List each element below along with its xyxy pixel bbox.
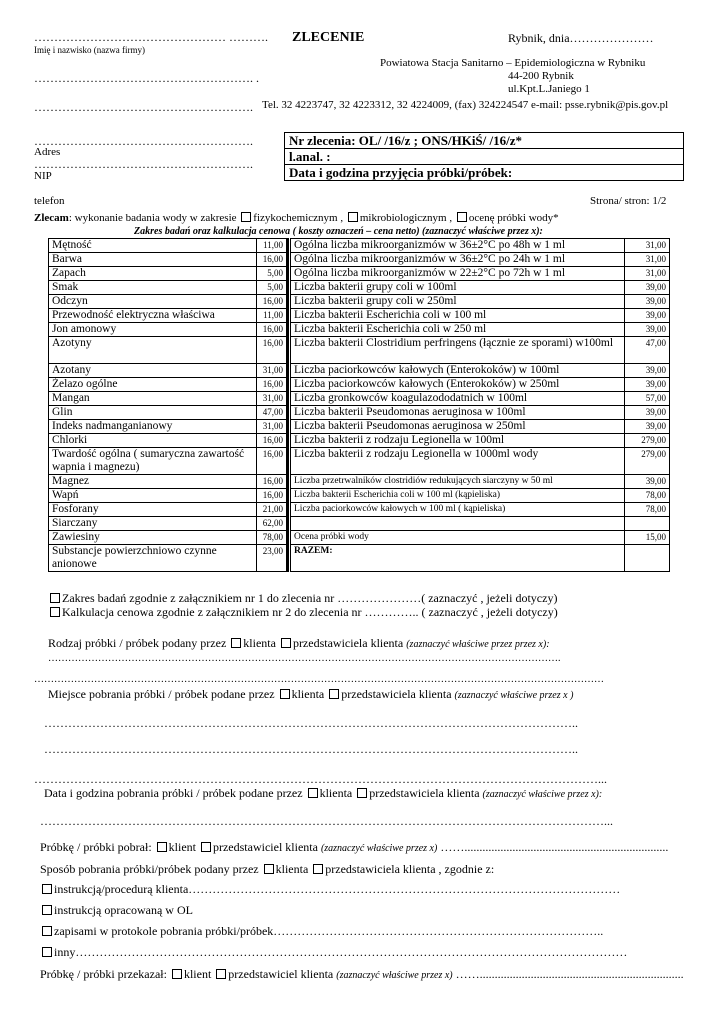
opt-protocol: zapisami w protokole pobrania próbki/próbek……………………………………………………………………….. <box>54 924 604 938</box>
test-name-micro[interactable]: Ocena próbki wody <box>291 531 625 545</box>
table-row <box>49 406 670 420</box>
test-name-micro[interactable]: Liczba paciorkowców kałowych w 100 ml ( kąpieliska) <box>291 503 625 517</box>
table-row <box>49 531 670 545</box>
checkbox-taken-client[interactable] <box>157 842 167 852</box>
page-info: Strona/ stron: 1/2 <box>590 195 667 207</box>
checkbox-micro[interactable] <box>348 212 358 222</box>
request-line <box>34 212 559 224</box>
test-name-physchem[interactable]: Twardość ogólna ( sumaryczna zawartość wapnia i magnezu) <box>49 448 257 475</box>
test-name-micro[interactable]: Liczba gronkowców koagulazododatnich w 100ml <box>291 392 625 406</box>
opt-other-line <box>40 945 627 960</box>
table-row <box>49 517 670 531</box>
order-received[interactable]: Data i godzina przyjęcia próbki/próbek: <box>285 164 683 180</box>
test-name-micro[interactable]: Liczba bakterii Pseudomonas aeruginosa w 100ml <box>291 406 625 420</box>
test-name-micro[interactable]: Liczba bakterii Clostridium perfringens (łącznie ze sporami) w100ml <box>291 337 625 364</box>
test-name-micro[interactable]: Liczba bakterii z rodzaju Legionella w 100ml <box>291 434 625 448</box>
checkbox-price-attachment[interactable] <box>50 607 60 617</box>
adres-label: Adres <box>34 146 61 158</box>
test-name-physchem[interactable]: Magnez <box>49 475 257 489</box>
sample-type-line <box>48 636 550 651</box>
test-name-physchem[interactable]: Chlorki <box>49 434 257 448</box>
test-price-micro: 39,00 <box>625 295 670 309</box>
handed-label: Próbkę / próbki przekazał: <box>40 967 167 981</box>
test-price-physchem: 16,00 <box>257 434 288 448</box>
table-row <box>49 378 670 392</box>
table-row <box>49 295 670 309</box>
station-name: Powiatowa Stacja Sanitarno – Epidemiologiczna w Rybniku <box>380 57 646 69</box>
name-label: Imię i nazwisko (nazwa firmy) <box>34 45 145 55</box>
taken-dots[interactable]: …….................................................................... <box>440 840 669 854</box>
checkbox-opt-protocol[interactable] <box>42 926 52 936</box>
place-client: klienta <box>291 687 325 701</box>
test-price-micro: 39,00 <box>625 281 670 295</box>
checkbox-opt-procedure[interactable] <box>42 884 52 894</box>
test-price-micro: 39,00 <box>625 406 670 420</box>
table-row <box>49 392 670 406</box>
table-row <box>49 420 670 434</box>
test-name-micro[interactable]: Liczba bakterii grupy coli w 250ml <box>291 295 625 309</box>
place-dots-1[interactable]: …………………………………………………………………………………………………………………….. <box>44 716 578 730</box>
table-row <box>49 337 670 364</box>
test-name-physchem[interactable]: Zawiesiny <box>49 531 257 545</box>
test-price-micro: 39,00 <box>625 364 670 378</box>
place-dots-2[interactable]: …………………………………………………………………………………………………………………….. <box>44 742 578 756</box>
sample-type-rep: przedstawiciela klienta <box>292 636 404 650</box>
test-price-physchem: 31,00 <box>257 364 288 378</box>
order-lanal[interactable]: l.anal. : <box>285 148 683 164</box>
test-name-micro[interactable]: Ogólna liczba mikroorganizmów w 36±2°C po 48h w 1 ml <box>291 239 625 253</box>
test-name-physchem[interactable]: Azotany <box>49 364 257 378</box>
test-name-micro[interactable] <box>291 517 625 531</box>
taken-rep: przedstawiciel klienta <box>212 840 318 854</box>
opt-procedure-line <box>40 882 620 897</box>
checkbox-date-client[interactable] <box>308 788 318 798</box>
handed-dots[interactable]: …….................................................................... <box>455 967 684 981</box>
test-name-physchem[interactable]: Smak <box>49 281 257 295</box>
test-name-physchem[interactable]: Mangan <box>49 392 257 406</box>
test-price-physchem: 16,00 <box>257 337 288 364</box>
taken-client: klient <box>168 840 196 854</box>
test-name-physchem[interactable]: Wapń <box>49 489 257 503</box>
test-name-physchem[interactable]: Żelazo ogólne <box>49 378 257 392</box>
test-name-physchem[interactable]: Mętność <box>49 239 257 253</box>
opt-assessment: ocenę próbki wody* <box>468 212 559 224</box>
place-date: Rybnik, dnia………………… <box>508 31 654 45</box>
table-row <box>49 545 670 572</box>
checkbox-opt-other[interactable] <box>42 947 52 957</box>
station-street: ul.Kpt.L.Janiego 1 <box>508 83 590 95</box>
test-price-physchem: 5,00 <box>257 267 288 281</box>
test-name-physchem[interactable]: Zapach <box>49 267 257 281</box>
place-line <box>48 687 573 702</box>
date-label: Data i godzina pobrania próbki / próbek podane przez <box>44 786 303 800</box>
date-hint: (zaznaczyć właściwe przez x): <box>482 789 603 800</box>
taken-label: Próbkę / próbki pobrał: <box>40 840 152 854</box>
test-name-physchem[interactable]: Jon amonowy <box>49 323 257 337</box>
opt-micro: mikrobiologicznym , <box>359 212 453 224</box>
name-dots[interactable]: ………………………………………… ………. <box>34 30 268 44</box>
test-price-physchem: 16,00 <box>257 448 288 475</box>
test-price-micro: 39,00 <box>625 323 670 337</box>
test-price-micro: 39,00 <box>625 475 670 489</box>
test-price-micro: 15,00 <box>625 531 670 545</box>
test-price-micro: 279,00 <box>625 448 670 475</box>
taken-hint: (zaznaczyć właściwe przez x) <box>320 843 438 854</box>
test-price-micro: 279,00 <box>625 434 670 448</box>
opt-ol-line <box>40 903 193 918</box>
checkbox-scope-attachment[interactable] <box>50 593 60 603</box>
test-price-micro <box>625 517 670 531</box>
test-price-micro <box>625 545 670 572</box>
test-name-physchem[interactable]: Glin <box>49 406 257 420</box>
date-dots[interactable]: ……………………………………………………………………………………………………………………………... <box>40 814 613 828</box>
date-client: klienta <box>319 786 353 800</box>
checkbox-method-client[interactable] <box>264 864 274 874</box>
test-price-physchem: 11,00 <box>257 309 288 323</box>
checkbox-date-rep[interactable] <box>357 788 367 798</box>
checkbox-taken-rep[interactable] <box>201 842 211 852</box>
place-hint: (zaznaczyć właściwe przez x ) <box>454 690 574 701</box>
test-name-micro[interactable]: Liczba bakterii Escherichia coli w 100 ml (kąpieliska) <box>291 489 625 503</box>
test-name-micro[interactable]: Liczba paciorkowców kałowych (Enterokoków) w 250ml <box>291 378 625 392</box>
table-row <box>49 323 670 337</box>
checkbox-sample-type-rep[interactable] <box>281 638 291 648</box>
table-row <box>49 281 670 295</box>
table-subtitle: Zakres badań oraz kalkulacja cenowa ( koszty oznaczeń – cena netto) (zaznaczyć właściwe przez x): <box>134 226 543 237</box>
handed-hint: (zaznaczyć właściwe przez x) <box>336 970 453 981</box>
test-price-micro: 31,00 <box>625 267 670 281</box>
test-price-physchem: 47,00 <box>257 406 288 420</box>
test-price-physchem: 78,00 <box>257 531 288 545</box>
table-row <box>49 475 670 489</box>
adres-dots[interactable]: ………………………………………………. <box>34 134 253 148</box>
checkbox-place-rep[interactable] <box>329 689 339 699</box>
checkbox-handed-client[interactable] <box>172 969 182 979</box>
test-name-micro[interactable]: Liczba przetrwalników clostridiów redukujących siarczyny w 50 ml <box>291 475 625 489</box>
test-price-physchem: 16,00 <box>257 475 288 489</box>
opt-protocol-line <box>40 924 603 939</box>
checkbox-opt-ol[interactable] <box>42 905 52 915</box>
test-price-micro: 39,00 <box>625 420 670 434</box>
test-price-physchem: 31,00 <box>257 392 288 406</box>
sample-type-dots-2[interactable]: ……………………………………………………………………………………………………………………………………………………… <box>34 674 604 685</box>
test-name-physchem[interactable]: Siarczany <box>49 517 257 531</box>
test-name-physchem[interactable]: Fosforany <box>49 503 257 517</box>
test-name-micro[interactable]: Ogólna liczba mikroorganizmów w 36±2°C po 24h w 1 ml <box>291 253 625 267</box>
test-name-micro[interactable]: RAZEM: <box>291 545 625 572</box>
test-price-micro: 57,00 <box>625 392 670 406</box>
date-rep: przedstawiciela klienta <box>369 786 480 800</box>
opt-other: inny………………………………………………………………………………………………………………………… <box>54 945 628 959</box>
checkbox-physchem[interactable] <box>241 212 251 222</box>
test-price-physchem: 23,00 <box>257 545 288 572</box>
scope-attachment-text: Zakres badań zgodnie z załącznikiem nr 1 do zlecenia nr …………………( zaznaczyć , jeżeli dotyczy) <box>62 591 558 605</box>
method-client: klienta <box>275 862 309 876</box>
handed-rep: przedstawiciel klienta <box>228 967 334 981</box>
checkbox-place-client[interactable] <box>280 689 290 699</box>
date-line <box>44 786 602 801</box>
opt-physchem: fizykochemicznym , <box>253 212 344 224</box>
taken-line <box>40 840 668 855</box>
test-price-physchem: 16,00 <box>257 295 288 309</box>
test-price-physchem: 31,00 <box>257 420 288 434</box>
handed-line <box>40 967 684 982</box>
table-row <box>49 253 670 267</box>
test-price-micro: 31,00 <box>625 239 670 253</box>
test-name-physchem[interactable]: Substancje powierzchniowo czynne anionowe <box>49 545 257 572</box>
test-price-physchem: 16,00 <box>257 378 288 392</box>
table-row <box>49 239 670 253</box>
handed-client: klient <box>183 967 212 981</box>
table-row <box>49 503 670 517</box>
table-row <box>49 434 670 448</box>
order-number[interactable]: Nr zlecenia: OL/ /16/z ; ONS/HKiŚ/ /16/z* <box>289 133 523 148</box>
test-price-physchem: 62,00 <box>257 517 288 531</box>
test-name-micro[interactable]: Liczba bakterii grupy coli w 100ml <box>291 281 625 295</box>
method-label: Sposób pobrania próbki/próbek podany przez <box>40 862 259 876</box>
price-attachment-line <box>48 605 558 620</box>
order-box <box>284 132 684 181</box>
checkbox-assessment[interactable] <box>457 212 467 222</box>
test-price-physchem: 16,00 <box>257 489 288 503</box>
checkbox-sample-type-client[interactable] <box>231 638 241 648</box>
test-name-micro[interactable]: Liczba bakterii Escherichia coli w 100 ml <box>291 309 625 323</box>
test-price-physchem: 11,00 <box>257 239 288 253</box>
place-label: Miejsce pobrania próbki / próbek podane przez <box>48 687 275 701</box>
phone-label: telefon <box>34 195 65 207</box>
test-name-micro[interactable]: Liczba paciorkowców kałowych (Enterokoków) w 100ml <box>291 364 625 378</box>
opt-ol: instrukcją opracowaną w OL <box>54 903 193 917</box>
table-row <box>49 309 670 323</box>
page-title: ZLECENIE <box>292 30 365 45</box>
tests-table <box>48 238 670 572</box>
test-name-physchem[interactable]: Indeks nadmanganianowy <box>49 420 257 434</box>
price-attachment-text: Kalkulacja cenowa zgodnie z załącznikiem nr 2 do zlecenia nr ………….. ( zaznaczyć , jeżeli dotyczy) <box>62 605 558 619</box>
address-dots-1[interactable]: ………………………………………………. . <box>34 71 259 85</box>
nip-label: NIP <box>34 170 52 182</box>
table-row <box>49 267 670 281</box>
test-name-micro[interactable]: Liczba bakterii Escherichia coli w 250 ml <box>291 323 625 337</box>
checkbox-method-rep[interactable] <box>313 864 323 874</box>
test-name-micro[interactable]: Ogólna liczba mikroorganizmów w 22±2°C po 72h w 1 ml <box>291 267 625 281</box>
test-name-physchem[interactable]: Azotyny <box>49 337 257 364</box>
place-dots-3[interactable]: ……………………………………………………………………………………………………………………………... <box>34 772 607 786</box>
test-price-micro: 39,00 <box>625 378 670 392</box>
sample-type-hint: (zaznaczyć właściwe przez przez x): <box>406 639 550 650</box>
address-dots-2[interactable]: ………………………………………………. <box>34 100 253 114</box>
test-price-physchem: 5,00 <box>257 281 288 295</box>
checkbox-handed-rep[interactable] <box>216 969 226 979</box>
test-price-physchem: 16,00 <box>257 253 288 267</box>
test-price-micro: 31,00 <box>625 253 670 267</box>
method-tail: przedstawiciela klienta , zgodnie z: <box>325 862 495 876</box>
test-price-micro: 78,00 <box>625 503 670 517</box>
test-price-micro: 78,00 <box>625 489 670 503</box>
test-name-physchem[interactable]: Odczyn <box>49 295 257 309</box>
test-price-micro: 47,00 <box>625 337 670 364</box>
table-row <box>49 448 670 475</box>
station-postcode: 44-200 Rybnik <box>508 70 574 82</box>
request-label: Zlecam <box>34 212 69 224</box>
test-price-micro: 39,00 <box>625 309 670 323</box>
sample-type-label: Rodzaj próbki / próbek podany przez <box>48 636 227 650</box>
nip-dots[interactable]: ………………………………………………. <box>34 157 253 171</box>
scope-attachment-line <box>48 591 557 606</box>
table-row <box>49 489 670 503</box>
request-text: : wykonanie badania wody w zakresie <box>68 212 237 224</box>
test-name-micro[interactable]: Liczba bakterii z rodzaju Legionella w 1000ml wody <box>291 448 625 475</box>
table-row <box>49 364 670 378</box>
sample-type-dots[interactable]: ………………………………………………………………………………………………………………………………………. <box>48 653 561 664</box>
place-rep: przedstawiciela klienta <box>341 687 452 701</box>
opt-procedure: instrukcją/procedurą klienta……………………………………………………………………………………………… <box>54 882 621 896</box>
test-price-physchem: 16,00 <box>257 323 288 337</box>
sample-type-client: klienta <box>243 636 276 650</box>
test-name-physchem[interactable]: Przewodność elektryczna właściwa <box>49 309 257 323</box>
station-contact: Tel. 32 4223747, 32 4223312, 32 4224009, (fax) 324224547 e-mail: psse.rybnik@pis.gov.pl <box>262 99 669 111</box>
method-line <box>40 862 494 877</box>
test-name-physchem[interactable]: Barwa <box>49 253 257 267</box>
test-price-physchem: 21,00 <box>257 503 288 517</box>
test-name-micro[interactable]: Liczba bakterii Pseudomonas aeruginosa w 250ml <box>291 420 625 434</box>
